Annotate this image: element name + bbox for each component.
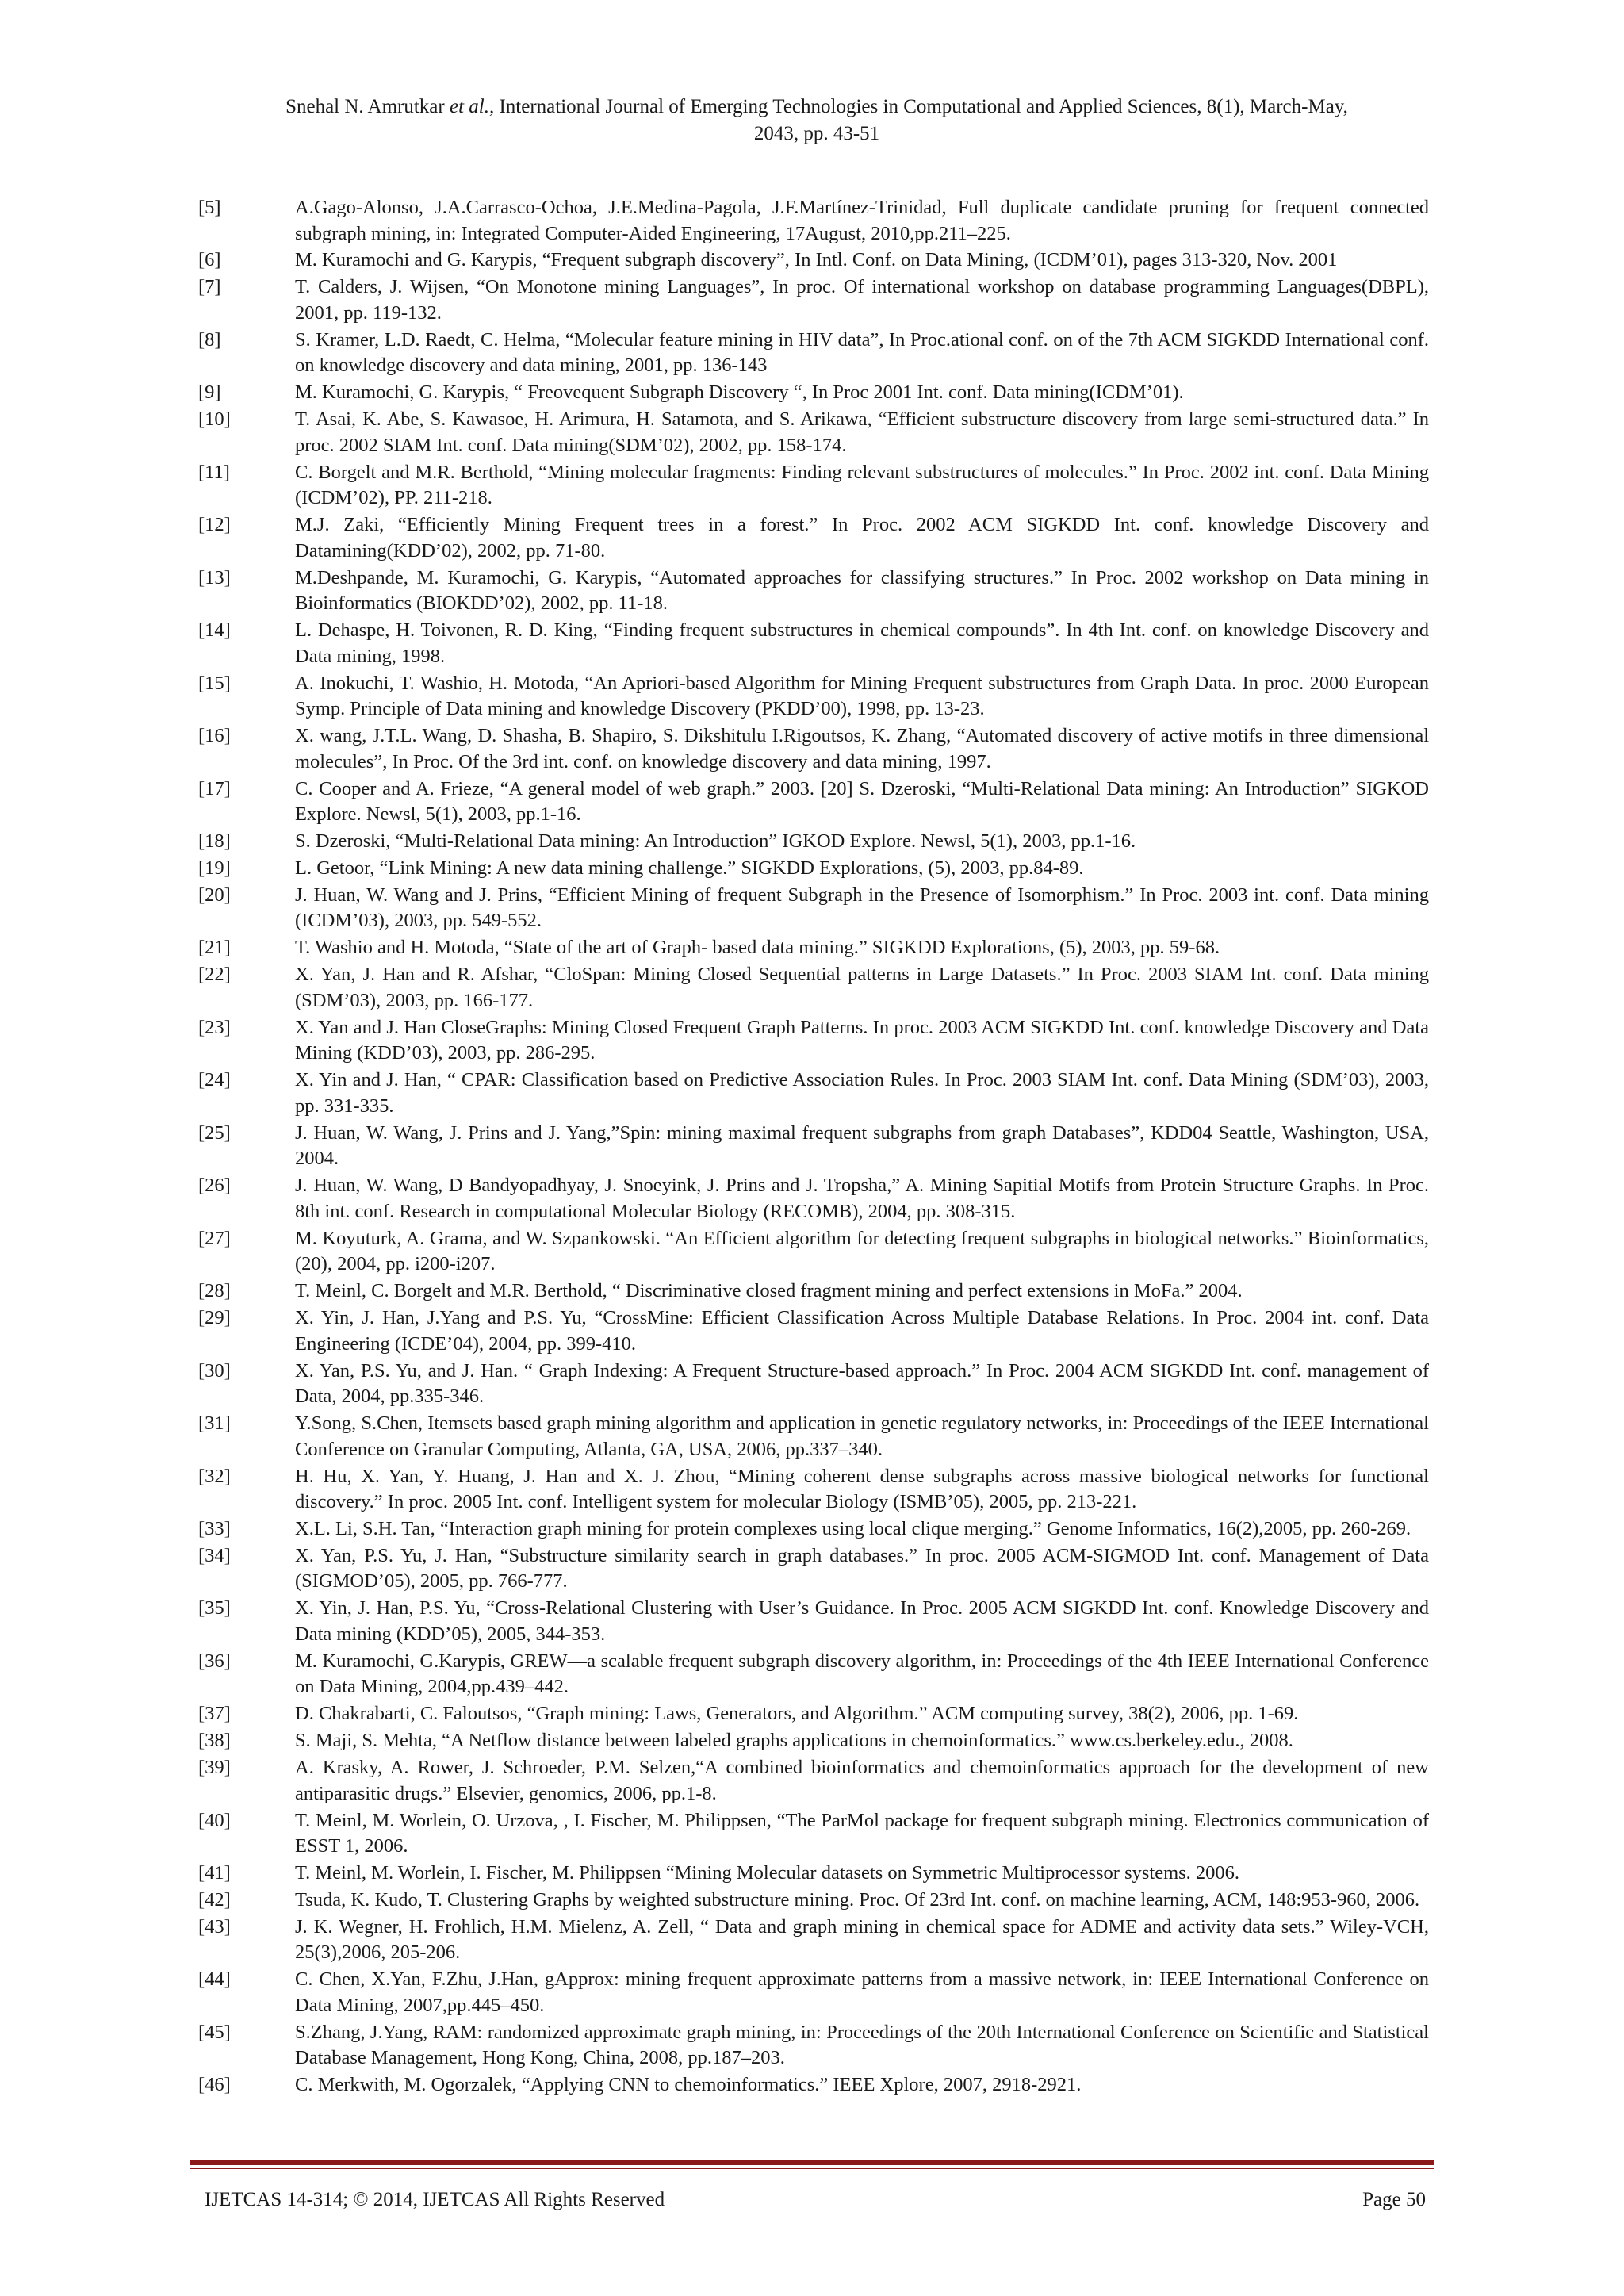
page-footer xyxy=(205,2189,1426,2211)
reference-text: J. K. Wegner, H. Frohlich, H.M. Mielenz, A. Zell, “ Data and graph mining in chemical space for ADME and activity data sets.” Wiley-VCH, 25(3),2006, 205-206. xyxy=(295,1915,1429,1964)
reference-text: M. Kuramochi and G. Karypis, “Frequent subgraph discovery”, In Intl. Conf. on Data Mining, (ICDM’01), pages 313-320, Nov. 2001 xyxy=(295,249,1338,271)
reference-number: [11] xyxy=(198,461,230,483)
reference-item xyxy=(198,512,1429,564)
reference-item xyxy=(198,1464,1429,1516)
reference-item xyxy=(198,1915,1429,1966)
reference-number: [22] xyxy=(198,964,231,986)
reference-text: M.J. Zaki, “Efficiently Mining Frequent trees in a forest.” In Proc. 2002 ACM SIGKDD Int. conf. knowledge Discovery and Datamining(KDD’02), 2002, pp. 71-80. xyxy=(295,514,1429,562)
reference-item xyxy=(198,2020,1429,2072)
reference-number: [21] xyxy=(198,937,231,959)
reference-number: [27] xyxy=(198,1227,231,1249)
reference-text: T. Meinl, M. Worlein, O. Urzova, , I. Fischer, M. Philippsen, “The ParMol package for frequent subgraph mining. Electronics communication of ESST 1, 2006. xyxy=(295,1809,1429,1857)
reference-list xyxy=(198,195,1429,2099)
header-line-1 xyxy=(198,94,1435,121)
header-authors: Snehal N. Amrutkar xyxy=(285,96,445,117)
reference-number: [16] xyxy=(198,725,231,747)
reference-item xyxy=(198,2072,1429,2099)
reference-item xyxy=(198,1516,1429,1543)
reference-item xyxy=(198,1728,1429,1754)
reference-text: S. Kramer, L.D. Raedt, C. Helma, “Molecular feature mining in HIV data”, In Proc.ational conf. on of the 7th ACM SIGKDD International conf. on knowledge discovery and data mining, 2001, pp. 136-143 xyxy=(295,328,1429,377)
reference-text: A.Gago-Alonso, J.A.Carrasco-Ochoa, J.E.Medina-Pagola, J.F.Martínez-Trinidad, Full duplicate candidate pruning for frequent connected subgraph mining, in: Integrated Computer-Aided Engineering, 17August, 2010,pp.211–225. xyxy=(295,197,1429,244)
reference-item xyxy=(198,962,1429,1014)
reference-item xyxy=(198,829,1429,855)
reference-item xyxy=(198,1068,1429,1119)
reference-item xyxy=(198,883,1429,934)
reference-item xyxy=(198,407,1429,458)
reference-text: C. Cooper and A. Frieze, “A general model of web graph.” 2003. [20] S. Dzeroski, “Multi-Relational Data mining: An Introduction” SIGKOD Explore. Newsl, 5(1), 2003, pp.1-16. xyxy=(295,777,1429,826)
reference-number: [32] xyxy=(198,1465,231,1487)
reference-text: D. Chakrabarti, C. Faloutsos, “Graph mining: Laws, Generators, and Algorithm.” ACM computing survey, 38(2), 2006, pp. 1-69. xyxy=(295,1703,1299,1725)
reference-text: A. Krasky, A. Rower, J. Schroeder, P.M. Selzen,“A combined bioinformatics and chemoinformatics approach for the development of new antiparasitic drugs.” Elsevier, genomics, 2006, pp.1-8. xyxy=(295,1757,1429,1804)
reference-text: M. Kuramochi, G. Karypis, “ Freovequent Subgraph Discovery “, In Proc 2001 Int. conf. Data mining(ICDM’01). xyxy=(295,381,1184,404)
reference-text: T. Washio and H. Motoda, “State of the art of Graph- based data mining.” SIGKDD Explorations, (5), 2003, pp. 59-68. xyxy=(295,937,1220,959)
reference-number: [18] xyxy=(198,830,231,853)
reference-text: S. Dzeroski, “Multi-Relational Data mining: An Introduction” IGKOD Explore. Newsl, 5(1), 2003, pp.1-16. xyxy=(295,830,1136,853)
reference-number: [24] xyxy=(198,1069,231,1091)
reference-number: [43] xyxy=(198,1915,231,1938)
reference-text: X. Yin, J. Han, J.Yang and P.S. Yu, “CrossMine: Efficient Classification Across Multiple Database Relations. In Proc. 2004 int. conf. Data Engineering (ICDE’04), 2004, pp. 399-410. xyxy=(295,1307,1429,1355)
footer-copyright: IJETCAS 14-314; © 2014, IJETCAS All Rights Reserved xyxy=(205,2189,665,2210)
reference-text: M. Koyuturk, A. Grama, and W. Szpankowski. “An Efficient algorithm for detecting frequent subgraphs in biological networks.” Bioinformatics, (20), 2004, pp. i200-i207. xyxy=(295,1227,1429,1275)
reference-text: L. Dehaspe, H. Toivonen, R. D. King, “Finding frequent substructures in chemical compounds”. In 4th Int. conf. on knowledge Discovery and Data mining, 1998. xyxy=(295,619,1429,667)
reference-number: [40] xyxy=(198,1809,231,1831)
reference-number: [19] xyxy=(198,857,231,879)
footer-rule-thin xyxy=(190,2168,1434,2169)
reference-text: J. Huan, W. Wang, J. Prins and J. Yang,”Spin: mining maximal frequent subgraphs from graph Databases”, KDD04 Seattle, Washington, USA, 2004. xyxy=(295,1121,1429,1170)
reference-text: C. Chen, X.Yan, F.Zhu, J.Han, gApprox: mining frequent approximate patterns from a massive network, in: IEEE International Conference on Data Mining, 2007,pp.445–450. xyxy=(295,1968,1429,2016)
reference-number: [44] xyxy=(198,1968,231,1991)
reference-number: [26] xyxy=(198,1175,231,1197)
reference-item xyxy=(198,1967,1429,2018)
reference-text: T. Asai, K. Abe, S. Kawasoe, H. Arimura, H. Satamota, and S. Arikawa, “Efficient substructure discovery from large semi-structured data.” In proc. 2002 SIAM Int. conf. Data mining(SDM’02), 2002, pp. 158-174. xyxy=(295,408,1429,456)
footer-rule xyxy=(190,2160,1434,2165)
reference-text: Y.Song, S.Chen, Itemsets based graph mining algorithm and application in genetic regulatory networks, in: Proceedings of the IEEE International Conference on Granular Computing, Atlanta, GA, USA, 2006, pp.337–340. xyxy=(295,1412,1429,1460)
reference-text: S.Zhang, J.Yang, RAM: randomized approximate graph mining, in: Proceedings of the 20th International Conference on Scientific and Statistical Database Management, Hong Kong, China, 2008, pp.187–203. xyxy=(295,2021,1429,2069)
reference-text: X. Yin, J. Han, P.S. Yu, “Cross-Relational Clustering with User’s Guidance. In Proc. 2005 ACM SIGKDD Int. conf. Knowledge Discovery and Data mining (KDD’05), 2005, 344-353. xyxy=(295,1597,1429,1645)
reference-number: [14] xyxy=(198,619,231,642)
reference-item xyxy=(198,1861,1429,1887)
reference-item xyxy=(198,1701,1429,1727)
reference-number: [42] xyxy=(198,1888,231,1911)
reference-number: [23] xyxy=(198,1016,231,1038)
reference-item xyxy=(198,195,1429,247)
reference-text: M.Deshpande, M. Kuramochi, G. Karypis, “Automated approaches for classifying structures.” In Proc. 2002 workshop on Data mining in Bioinformatics (BIOKDD’02), 2002, pp. 11-18. xyxy=(295,566,1429,615)
reference-number: [35] xyxy=(198,1597,231,1619)
reference-item xyxy=(198,723,1429,775)
reference-number: [34] xyxy=(198,1544,231,1566)
reference-item xyxy=(198,1888,1429,1914)
reference-item xyxy=(198,565,1429,617)
reference-item xyxy=(198,1411,1429,1462)
reference-number: [30] xyxy=(198,1359,231,1382)
reference-text: T. Calders, J. Wijsen, “On Monotone mining Languages”, In proc. Of international workshop on database programming Languages(DBPL), 2001, pp. 119-132. xyxy=(295,276,1429,324)
reference-number: [13] xyxy=(198,566,231,588)
reference-text: S. Maji, S. Mehta, “A Netflow distance between labeled graphs applications in chemoinformatics.” www.cs.berkeley.edu., 2008. xyxy=(295,1730,1293,1752)
reference-number: [17] xyxy=(198,777,231,799)
reference-number: [36] xyxy=(198,1650,231,1672)
reference-number: [46] xyxy=(198,2074,231,2096)
reference-item xyxy=(198,247,1429,274)
reference-text: X. Yan, P.S. Yu, and J. Han. “ Graph Indexing: A Frequent Structure-based approach.” In Proc. 2004 ACM SIGKDD Int. conf. management of Data, 2004, pp.335-346. xyxy=(295,1359,1429,1408)
reference-text: C. Borgelt and M.R. Berthold, “Mining molecular fragments: Finding relevant substructures of molecules.” In Proc. 2002 int. conf. Data Mining (ICDM’02), PP. 211-218. xyxy=(295,461,1429,509)
reference-item xyxy=(198,1305,1429,1357)
reference-number: [10] xyxy=(198,408,231,431)
reference-number: [31] xyxy=(198,1412,231,1435)
reference-number: [28] xyxy=(198,1280,231,1302)
reference-item xyxy=(198,1121,1429,1172)
header-journal: International Journal of Emerging Technologies in Computational and Applied Sciences, 8(1), March-May, xyxy=(499,96,1348,117)
reference-item xyxy=(198,460,1429,512)
page-number: Page 50 xyxy=(1362,2189,1426,2210)
reference-text: A. Inokuchi, T. Washio, H. Motoda, “An Apriori-based Algorithm for Mining Frequent substructures from Graph Data. In proc. 2000 European Symp. Principle of Data mining and knowledge Discovery (PKDD’00), 1998, pp. 13-23. xyxy=(295,672,1429,720)
reference-text: X. Yan, J. Han and R. Afshar, “CloSpan: Mining Closed Sequential patterns in Large Datasets.” In Proc. 2003 SIAM Int. conf. Data mining (SDM’03), 2003, pp. 166-177. xyxy=(295,964,1429,1011)
reference-number: [20] xyxy=(198,884,231,906)
reference-text: T. Meinl, C. Borgelt and M.R. Berthold, “ Discriminative closed fragment mining and perfect extensions in MoFa.” 2004. xyxy=(295,1280,1243,1302)
reference-text: C. Merkwith, M. Ogorzalek, “Applying CNN to chemoinformatics.” IEEE Xplore, 2007, 2918-2921. xyxy=(295,2074,1082,2096)
reference-number: [39] xyxy=(198,1757,231,1779)
header-et-al: et al., xyxy=(449,96,495,117)
reference-text: X. Yin and J. Han, “ CPAR: Classification based on Predictive Association Rules. In Proc. 2003 SIAM Int. conf. Data Mining (SDM’03), 2003, pp. 331-335. xyxy=(295,1069,1429,1117)
reference-text: X. Yan and J. Han CloseGraphs: Mining Closed Frequent Graph Patterns. In proc. 2003 ACM SIGKDD Int. conf. knowledge Discovery and Data Mining (KDD’03), 2003, pp. 286-295. xyxy=(295,1016,1429,1064)
reference-number: [6] xyxy=(198,249,221,271)
reference-text: L. Getoor, “Link Mining: A new data mining challenge.” SIGKDD Explorations, (5), 2003, pp.84-89. xyxy=(295,857,1084,879)
reference-item xyxy=(198,1359,1429,1410)
reference-item xyxy=(198,618,1429,669)
reference-item xyxy=(198,1649,1429,1700)
reference-item xyxy=(198,1755,1429,1807)
reference-item xyxy=(198,1226,1429,1278)
reference-item xyxy=(198,856,1429,882)
reference-number: [5] xyxy=(198,197,221,218)
reference-text: T. Meinl, M. Worlein, I. Fischer, M. Philippsen “Mining Molecular datasets on Symmetric Multiprocessor systems. 2006. xyxy=(295,1862,1240,1884)
reference-item xyxy=(198,935,1429,961)
reference-number: [7] xyxy=(198,276,221,298)
reference-number: [41] xyxy=(198,1862,231,1884)
reference-number: [12] xyxy=(198,514,231,536)
reference-text: J. Huan, W. Wang and J. Prins, “Efficient Mining of frequent Subgraph in the Presence of Isomorphism.” In Proc. 2003 int. conf. Data mining (ICDM’03), 2003, pp. 549-552. xyxy=(295,884,1429,932)
header-line-2: 2043, pp. 43-51 xyxy=(753,123,880,144)
reference-item xyxy=(198,274,1429,326)
reference-item xyxy=(198,1808,1429,1860)
reference-number: [15] xyxy=(198,672,231,694)
reference-item xyxy=(198,1015,1429,1067)
reference-item xyxy=(198,1173,1429,1225)
reference-text: J. Huan, W. Wang, D Bandyopadhyay, J. Snoeyink, J. Prins and J. Tropsha,” A. Mining Sapitial Motifs from Protein Structure Graphs. In Proc. 8th int. conf. Research in computational Molecular Biology (RECOMB), 2004, pp. 308-315. xyxy=(295,1175,1429,1222)
reference-number: [45] xyxy=(198,2021,231,2043)
reference-item xyxy=(198,1543,1429,1595)
reference-item xyxy=(198,328,1429,379)
reference-item xyxy=(198,776,1429,828)
reference-text: X.L. Li, S.H. Tan, “Interaction graph mining for protein complexes using local clique merging.” Genome Informatics, 16(2),2005, pp. 260-269. xyxy=(295,1518,1411,1539)
reference-item xyxy=(198,380,1429,406)
reference-number: [29] xyxy=(198,1307,231,1329)
reference-number: [9] xyxy=(198,381,221,404)
reference-number: [8] xyxy=(198,328,221,351)
reference-text: X. Yan, P.S. Yu, J. Han, “Substructure similarity search in graph databases.” In proc. 2005 ACM-SIGMOD Int. conf. Management of Data (SIGMOD’05), 2005, pp. 766-777. xyxy=(295,1544,1429,1593)
reference-number: [25] xyxy=(198,1121,231,1144)
reference-number: [38] xyxy=(198,1730,231,1752)
reference-text: Tsuda, K. Kudo, T. Clustering Graphs by weighted substructure mining. Proc. Of 23rd Int. conf. on machine learning, ACM, 148:953-960, 2006. xyxy=(295,1888,1420,1911)
reference-text: H. Hu, X. Yan, Y. Huang, J. Han and X. J. Zhou, “Mining coherent dense subgraphs across massive biological networks for functional discovery.” In proc. 2005 Int. conf. Intelligent system for molecular Biology (ISMB’05), 2005, pp. 213-221. xyxy=(295,1465,1429,1513)
reference-item xyxy=(198,1596,1429,1647)
reference-number: [33] xyxy=(198,1518,231,1539)
page-header xyxy=(198,94,1435,148)
reference-text: M. Kuramochi, G.Karypis, GREW—a scalable frequent subgraph discovery algorithm, in: Proceedings of the 4th IEEE International Conference on Data Mining, 2004,pp.439–442. xyxy=(295,1650,1429,1698)
reference-item xyxy=(198,1278,1429,1305)
reference-text: X. wang, J.T.L. Wang, D. Shasha, B. Shapiro, S. Dikshitulu I.Rigoutsos, K. Zhang, “Automated discovery of active motifs in three dimensional molecules”, In Proc. Of the 3rd int. conf. on knowledge discovery and data mining, 1997. xyxy=(295,725,1429,772)
reference-item xyxy=(198,671,1429,723)
reference-number: [37] xyxy=(198,1703,231,1725)
